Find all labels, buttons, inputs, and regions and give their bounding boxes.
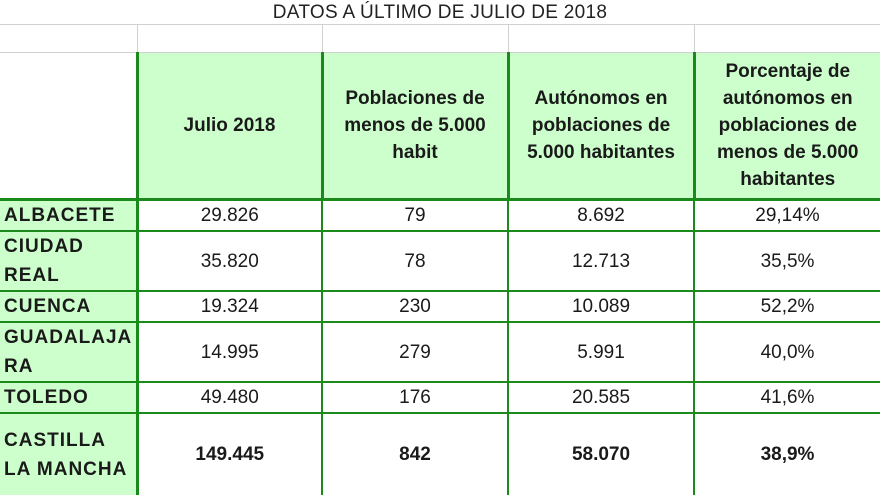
- autonomos-cell[interactable]: 58.070: [508, 413, 694, 495]
- porcentaje-cell[interactable]: 29,14%: [694, 200, 880, 232]
- autonomos-cell[interactable]: 10.089: [508, 291, 694, 322]
- table-title: DATOS A ÚLTIMO DE JULIO DE 2018: [0, 0, 880, 25]
- julio-cell[interactable]: 14.995: [137, 322, 322, 382]
- porcentaje-cell[interactable]: 40,0%: [694, 322, 880, 382]
- header-porcentaje[interactable]: Porcentaje de autónomos en poblaciones de menos de 5.000 habitantes: [694, 53, 880, 200]
- table-row: [0, 200, 880, 232]
- header-row: [0, 53, 880, 200]
- blank-cell[interactable]: [137, 25, 322, 53]
- julio-cell[interactable]: 19.324: [137, 291, 322, 322]
- julio-cell[interactable]: 29.826: [137, 200, 322, 232]
- table-row: [0, 322, 880, 382]
- title-row: [0, 0, 880, 25]
- table-row-total: [0, 413, 880, 495]
- province-cell[interactable]: CASTILLA LA MANCHA: [0, 413, 137, 495]
- autonomos-cell[interactable]: 12.713: [508, 231, 694, 291]
- blank-cell[interactable]: [322, 25, 508, 53]
- header-autonomos[interactable]: Autónomos en poblaciones de 5.000 habitantes: [508, 53, 694, 200]
- julio-cell[interactable]: 149.445: [137, 413, 322, 495]
- poblaciones-cell[interactable]: 79: [322, 200, 508, 232]
- poblaciones-cell[interactable]: 230: [322, 291, 508, 322]
- porcentaje-cell[interactable]: 35,5%: [694, 231, 880, 291]
- poblaciones-cell[interactable]: 176: [322, 382, 508, 413]
- poblaciones-cell[interactable]: 78: [322, 231, 508, 291]
- julio-cell[interactable]: 49.480: [137, 382, 322, 413]
- province-cell[interactable]: GUADALAJARA: [0, 322, 137, 382]
- autonomos-cell[interactable]: 20.585: [508, 382, 694, 413]
- table-row: [0, 382, 880, 413]
- blank-cell[interactable]: [0, 25, 137, 53]
- autonomos-cell[interactable]: 8.692: [508, 200, 694, 232]
- blank-cell[interactable]: [694, 25, 880, 53]
- autonomos-cell[interactable]: 5.991: [508, 322, 694, 382]
- table-row: [0, 291, 880, 322]
- porcentaje-cell[interactable]: 41,6%: [694, 382, 880, 413]
- poblaciones-cell[interactable]: 279: [322, 322, 508, 382]
- province-cell[interactable]: CIUDAD REAL: [0, 231, 137, 291]
- julio-cell[interactable]: 35.820: [137, 231, 322, 291]
- header-julio-2018[interactable]: Julio 2018: [137, 53, 322, 200]
- blank-row: [0, 25, 880, 53]
- table-row: [0, 231, 880, 291]
- blank-cell[interactable]: [508, 25, 694, 53]
- porcentaje-cell[interactable]: 52,2%: [694, 291, 880, 322]
- porcentaje-cell[interactable]: 38,9%: [694, 413, 880, 495]
- province-cell[interactable]: CUENCA: [0, 291, 137, 322]
- province-cell[interactable]: TOLEDO: [0, 382, 137, 413]
- poblaciones-cell[interactable]: 842: [322, 413, 508, 495]
- province-cell[interactable]: ALBACETE: [0, 200, 137, 232]
- header-corner-cell[interactable]: [0, 53, 137, 200]
- header-poblaciones[interactable]: Poblaciones de menos de 5.000 habit: [322, 53, 508, 200]
